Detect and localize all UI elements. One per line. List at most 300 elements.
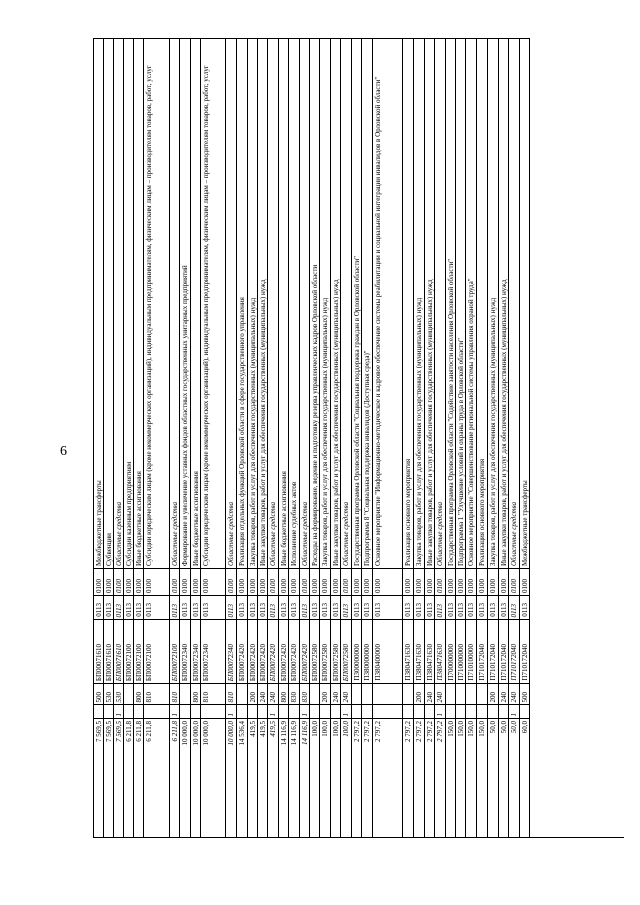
table-row — [509, 38, 520, 837]
cell-csr — [124, 619, 133, 683]
cell-vr2 — [446, 704, 455, 718]
cell-csr — [170, 619, 179, 683]
cell-text-name: Субвенции — [105, 533, 113, 566]
cell-vr — [134, 683, 143, 704]
cell-text-csr: БП00072100 — [171, 643, 179, 681]
cell-csr — [144, 619, 169, 683]
cell-text-csr: П710000000 — [457, 644, 465, 681]
table-row — [300, 38, 310, 837]
cell-amount — [300, 718, 309, 838]
cell-csr — [425, 619, 434, 683]
cell-vr — [144, 683, 169, 704]
cell-text-pr: 0113 — [259, 603, 267, 617]
cell-text-name: Закупка товаров, работ и услуг для обеспечения государственных (муниципальных) нужд — [489, 297, 497, 566]
cell-rz — [509, 568, 519, 595]
cell-text-amount: 100,0 — [321, 721, 329, 737]
cell-text-csr: БП00072580 — [311, 643, 319, 681]
cell-amount — [237, 718, 247, 838]
cell-text-vr: 800 — [135, 691, 143, 702]
cell-text-name: Иные бюджетные ассигнования — [280, 471, 288, 566]
cell-rz — [414, 568, 424, 595]
cell-text-rz: 0100 — [415, 579, 423, 593]
cell-text-pr: 0113 — [404, 603, 412, 617]
cell-text-csr: БП00072340 — [202, 643, 210, 681]
cell-text-amount: 2 797,2 — [374, 721, 382, 742]
cell-vr2 — [373, 704, 402, 718]
cell-pr — [477, 595, 487, 619]
cell-amount — [104, 718, 113, 838]
cell-text-pr: 0113 — [105, 603, 113, 617]
cell-rz — [180, 568, 190, 595]
table-row — [258, 38, 268, 837]
table-row — [180, 38, 191, 837]
cell-vr — [94, 683, 103, 704]
cell-rz — [320, 568, 330, 595]
cell-rz — [341, 568, 351, 595]
cell-vr — [435, 683, 445, 704]
cell-rz — [191, 568, 200, 595]
cell-text-name: Областные средства — [510, 501, 518, 566]
cell-rz — [446, 568, 455, 595]
cell-vr — [300, 683, 309, 704]
cell-csr — [289, 619, 299, 683]
cell-csr — [403, 619, 413, 683]
cell-text-rz: 0100 — [478, 579, 486, 593]
cell-amount — [456, 718, 465, 838]
cell-text-name: Государственная программа Орловской области "Содействие занятости населения Орловской области" — [447, 258, 455, 566]
cell-vr — [466, 683, 476, 704]
cell-csr — [94, 619, 103, 683]
cell-text-amount: 14 116,9 — [280, 721, 288, 746]
cell-text-rz: 0100 — [249, 579, 257, 593]
cell-text-rz: 0100 — [363, 579, 371, 593]
cell-text-vr: 810 — [202, 691, 210, 702]
cell-pr — [499, 595, 508, 619]
cell-vr — [488, 683, 498, 704]
cell-vr — [201, 683, 225, 704]
cell-vr2 — [144, 704, 169, 718]
cell-rz — [124, 568, 133, 595]
cell-amount — [341, 718, 351, 838]
cell-name — [341, 38, 351, 568]
cell-rz — [331, 568, 340, 595]
cell-vr2 — [279, 704, 288, 718]
cell-text-amount: 60,0 — [521, 721, 529, 734]
cell-text-csr: П380471630 — [415, 644, 423, 681]
cell-text-vr2: 1 — [115, 712, 123, 716]
cell-text-pr: 0113 — [181, 603, 189, 617]
cell-text-rz: 0100 — [374, 579, 382, 593]
cell-csr — [499, 619, 508, 683]
cell-pr — [279, 595, 288, 619]
cell-text-amount: 2 797,2 — [426, 721, 434, 742]
cell-text-rz: 0100 — [202, 579, 210, 593]
cell-vr2 — [180, 704, 190, 718]
cell-pr — [331, 595, 340, 619]
cell-text-amount: 7 569,5 — [95, 721, 103, 742]
cell-text-csr: П710172040 — [478, 644, 486, 681]
cell-rz — [114, 568, 123, 595]
cell-vr2 — [248, 704, 257, 718]
cell-csr — [180, 619, 190, 683]
cell-pr — [403, 595, 413, 619]
cell-name — [310, 38, 319, 568]
cell-rz — [170, 568, 179, 595]
cell-vr — [237, 683, 247, 704]
cell-vr — [403, 683, 413, 704]
cell-text-pr: 0113 — [115, 603, 123, 617]
cell-csr — [362, 619, 372, 683]
cell-text-amount: 150,0 — [457, 721, 465, 737]
cell-text-name: Областные средства — [227, 501, 235, 566]
cell-csr — [352, 619, 361, 683]
cell-csr — [456, 619, 465, 683]
cell-rz — [403, 568, 413, 595]
cell-vr — [289, 683, 299, 704]
cell-amount — [414, 718, 424, 838]
cell-vr — [520, 683, 529, 704]
cell-vr — [373, 683, 402, 704]
cell-text-csr: П380471630 — [436, 644, 444, 681]
cell-text-name: Областные средства — [269, 501, 277, 566]
cell-text-name: Иные бюджетные ассигнования — [192, 471, 200, 566]
cell-name — [300, 38, 309, 568]
cell-text-pr: 0113 — [436, 603, 444, 617]
cell-pr — [237, 595, 247, 619]
cell-pr — [414, 595, 424, 619]
cell-vr — [352, 683, 361, 704]
cell-text-pr: 0113 — [290, 603, 298, 617]
cell-pr — [180, 595, 190, 619]
cell-vr2 — [300, 704, 309, 718]
cell-name — [258, 38, 267, 568]
cell-csr — [114, 619, 123, 683]
cell-rz — [310, 568, 319, 595]
cell-text-rz: 0100 — [489, 579, 497, 593]
cell-text-pr: 0113 — [227, 603, 235, 617]
cell-vr2 — [488, 704, 498, 718]
table-row — [104, 38, 114, 837]
cell-pr — [268, 595, 278, 619]
cell-text-name: Иные закупки товаров, работ и услуг для обеспечения государственных (муниципальных) нужд — [332, 279, 340, 566]
cell-amount — [248, 718, 257, 838]
cell-name — [446, 38, 455, 568]
cell-name — [466, 38, 476, 568]
cell-text-name: Субсидии юридическим лицам (кроме некоммерческих организаций), индивидуальным предпринимателям, физическим лицам – производителям товаров, работ, услуг — [145, 65, 153, 566]
cell-text-name: Реализация основного мероприятия — [404, 458, 412, 566]
cell-name — [435, 38, 445, 568]
cell-text-rz: 0100 — [290, 579, 298, 593]
table-row — [403, 38, 414, 837]
table-row — [226, 38, 237, 837]
cell-text-rz: 0100 — [125, 579, 133, 593]
cell-name — [279, 38, 288, 568]
cell-vr2 — [134, 704, 143, 718]
cell-text-csr: БП00072340 — [181, 643, 189, 681]
cell-text-pr: 0113 — [478, 603, 486, 617]
cell-text-csr: П710172040 — [521, 644, 529, 681]
cell-csr — [268, 619, 278, 683]
cell-amount — [226, 718, 236, 838]
cell-text-amount: 2 797,2 — [404, 721, 412, 742]
cell-text-rz: 0100 — [227, 579, 235, 593]
cell-text-vr: 500 — [95, 691, 103, 702]
cell-vr2 — [237, 704, 247, 718]
cell-rz — [352, 568, 361, 595]
table-row — [362, 38, 373, 837]
cell-text-pr: 0113 — [447, 603, 455, 617]
cell-csr — [191, 619, 200, 683]
cell-text-vr: 810 — [171, 691, 179, 702]
cell-csr — [310, 619, 319, 683]
table-row — [134, 38, 144, 837]
cell-vr — [258, 683, 267, 704]
table-row — [289, 38, 300, 837]
cell-text-csr: БП00072580 — [332, 643, 340, 681]
cell-pr — [446, 595, 455, 619]
table-row — [488, 38, 499, 837]
cell-name — [499, 38, 508, 568]
cell-text-amount: 10 000,0 — [192, 721, 200, 746]
table-row — [466, 38, 477, 837]
cell-amount — [466, 718, 476, 838]
cell-text-amount: 6 211,8 — [135, 721, 143, 742]
cell-rz — [237, 568, 247, 595]
cell-name — [248, 38, 257, 568]
cell-text-csr: П300000000 — [353, 644, 361, 681]
cell-vr — [362, 683, 372, 704]
cell-text-pr: 0113 — [321, 603, 329, 617]
cell-text-vr2: 1 — [510, 712, 518, 716]
cell-text-csr: П380471630 — [426, 644, 434, 681]
cell-name — [104, 38, 113, 568]
cell-text-amount: 50,0 — [500, 721, 508, 734]
cell-amount — [499, 718, 508, 838]
cell-text-name: Областные средства — [115, 501, 123, 566]
cell-rz — [268, 568, 278, 595]
cell-vr — [414, 683, 424, 704]
cell-vr — [320, 683, 330, 704]
cell-csr — [446, 619, 455, 683]
cell-csr — [226, 619, 236, 683]
cell-text-amount: 2 797,2 — [363, 721, 371, 742]
cell-text-name: Областные средства — [171, 501, 179, 566]
cell-text-rz: 0100 — [311, 579, 319, 593]
table-row — [341, 38, 352, 837]
cell-text-csr: БП00072420 — [269, 643, 277, 681]
cell-text-name: Областные средства — [342, 501, 350, 566]
cell-pr — [201, 595, 225, 619]
cell-vr — [180, 683, 190, 704]
cell-text-csr: БП00072100 — [125, 643, 133, 681]
cell-text-vr: 200 — [415, 691, 423, 702]
cell-csr — [435, 619, 445, 683]
cell-text-rz: 0100 — [342, 579, 350, 593]
table-row — [144, 38, 170, 837]
cell-rz — [425, 568, 434, 595]
cell-vr2 — [124, 704, 133, 718]
cell-text-rz: 0100 — [332, 579, 340, 593]
cell-text-name: Иные закупки товаров, работ и услуг для обеспечения государственных (муниципальных) нужд — [500, 279, 508, 566]
cell-vr2 — [414, 704, 424, 718]
cell-text-amount: 50,0 — [510, 721, 518, 734]
cell-text-name: Исполнение судебных актов — [290, 481, 298, 566]
cell-amount — [279, 718, 288, 838]
cell-text-pr: 0113 — [353, 603, 361, 617]
cell-text-pr: 0113 — [363, 603, 371, 617]
cell-pr — [134, 595, 143, 619]
cell-amount — [477, 718, 487, 838]
cell-text-rz: 0100 — [259, 579, 267, 593]
cell-vr — [279, 683, 288, 704]
cell-rz — [134, 568, 143, 595]
cell-amount — [352, 718, 361, 838]
cell-text-rz: 0100 — [192, 579, 200, 593]
table-row — [352, 38, 362, 837]
cell-vr2 — [520, 704, 529, 718]
cell-text-vr: 530 — [115, 691, 123, 702]
cell-name — [124, 38, 133, 568]
cell-text-name: Реализация основного мероприятия — [478, 458, 486, 566]
cell-amount — [435, 718, 445, 838]
cell-text-rz: 0100 — [447, 579, 455, 593]
cell-vr2 — [362, 704, 372, 718]
cell-text-csr: БП00071610 — [115, 643, 123, 681]
table-row — [94, 38, 104, 837]
cell-text-amount: 6 211,8 — [145, 721, 153, 742]
cell-vr — [331, 683, 340, 704]
cell-text-amount: 14 116,9 — [301, 721, 309, 745]
cell-text-amount: 150,0 — [467, 721, 475, 737]
cell-text-name: Иные закупки товаров, работ и услуг для обеспечения государственных (муниципальных) нужд — [259, 279, 267, 566]
cell-text-vr: 240 — [426, 691, 434, 702]
cell-amount — [124, 718, 133, 838]
cell-amount — [373, 718, 402, 838]
cell-text-vr2: 1 — [436, 712, 444, 716]
cell-rz — [499, 568, 508, 595]
cell-vr2 — [201, 704, 225, 718]
cell-vr — [226, 683, 236, 704]
cell-text-csr: БП00072340 — [227, 643, 235, 681]
cell-text-vr: 240 — [500, 691, 508, 702]
cell-text-pr: 0113 — [280, 603, 288, 617]
cell-pr — [320, 595, 330, 619]
cell-amount — [446, 718, 455, 838]
cell-text-name: Иные закупки товаров, работ и услуг для обеспечения государственных (муниципальных) нужд — [426, 279, 434, 566]
cell-text-csr: П710172040 — [510, 644, 518, 681]
cell-text-amount: 100,0 — [342, 721, 350, 737]
table-row — [114, 38, 124, 837]
cell-csr — [466, 619, 476, 683]
cell-rz — [466, 568, 476, 595]
cell-text-pr: 0113 — [415, 603, 423, 617]
cell-text-name: Расходы на формирование, ведение и подготовку резерва управленческих кадров Орловской области — [311, 264, 319, 566]
cell-text-amount: 6 211,8 — [125, 721, 133, 742]
cell-text-vr: 810 — [227, 691, 235, 702]
cell-text-pr: 0113 — [374, 603, 382, 617]
cell-text-csr: БП00072420 — [259, 643, 267, 681]
cell-name — [414, 38, 424, 568]
cell-text-pr: 0113 — [95, 603, 103, 617]
cell-text-vr: 810 — [145, 691, 153, 702]
cell-csr — [201, 619, 225, 683]
cell-text-vr: 200 — [321, 691, 329, 702]
cell-text-name: Областные средства — [301, 501, 309, 566]
cell-text-pr: 0113 — [489, 603, 497, 617]
cell-amount — [509, 718, 519, 838]
cell-text-csr: П710172040 — [500, 644, 508, 681]
cell-pr — [300, 595, 309, 619]
cell-text-name: Закупка товаров, работ и услуг для обеспечения государственных (муниципальных) нужд — [249, 297, 257, 566]
cell-text-rz: 0100 — [115, 579, 123, 593]
cell-csr — [331, 619, 340, 683]
cell-rz — [300, 568, 309, 595]
cell-amount — [488, 718, 498, 838]
cell-vr — [310, 683, 319, 704]
cell-pr — [435, 595, 445, 619]
cell-amount — [310, 718, 319, 838]
cell-pr — [258, 595, 267, 619]
cell-text-rz: 0100 — [436, 579, 444, 593]
cell-vr — [509, 683, 519, 704]
cell-name — [403, 38, 413, 568]
table-row — [520, 38, 530, 837]
budget-table — [93, 38, 624, 838]
cell-csr — [237, 619, 247, 683]
cell-text-amount: 10 000,0 — [181, 721, 189, 746]
cell-csr — [373, 619, 402, 683]
cell-name — [94, 38, 103, 568]
table-row — [373, 38, 403, 837]
cell-vr — [341, 683, 351, 704]
cell-vr2 — [509, 704, 519, 718]
cell-vr — [446, 683, 455, 704]
cell-text-pr: 0113 — [145, 603, 153, 617]
cell-text-pr: 0113 — [135, 603, 143, 617]
cell-name — [268, 38, 278, 568]
cell-amount — [403, 718, 413, 838]
cell-text-vr: 830 — [301, 691, 309, 702]
cell-text-rz: 0100 — [135, 579, 143, 593]
cell-pr — [466, 595, 476, 619]
cell-text-pr: 0113 — [301, 603, 309, 617]
cell-name — [331, 38, 340, 568]
cell-text-pr: 0113 — [500, 603, 508, 617]
cell-pr — [289, 595, 299, 619]
cell-text-pr: 0113 — [457, 603, 465, 617]
cell-name — [144, 38, 169, 568]
cell-pr — [425, 595, 434, 619]
cell-name — [201, 38, 225, 568]
cell-text-vr: 240 — [436, 691, 444, 702]
cell-text-rz: 0100 — [269, 579, 277, 593]
cell-text-csr: БП00072100 — [145, 643, 153, 681]
cell-text-amount: 6 211,8 — [171, 721, 179, 742]
table-row — [237, 38, 248, 837]
cell-text-pr: 0113 — [269, 603, 277, 617]
cell-text-vr2: 1 — [301, 712, 309, 716]
cell-text-amount: 2 797,2 — [415, 721, 423, 742]
table-row — [310, 38, 320, 837]
cell-text-amount: 2 797,2 — [353, 721, 361, 742]
cell-text-name: Субсидии юридическим лицам (кроме некоммерческих организаций), индивидуальным предпринимателям, физическим лицам – производителям товаров, работ, услуг — [202, 65, 210, 566]
cell-text-pr: 0113 — [332, 603, 340, 617]
cell-text-pr: 0113 — [202, 603, 210, 617]
cell-amount — [425, 718, 434, 838]
cell-vr2 — [268, 704, 278, 718]
cell-rz — [226, 568, 236, 595]
cell-text-rz: 0100 — [105, 579, 113, 593]
